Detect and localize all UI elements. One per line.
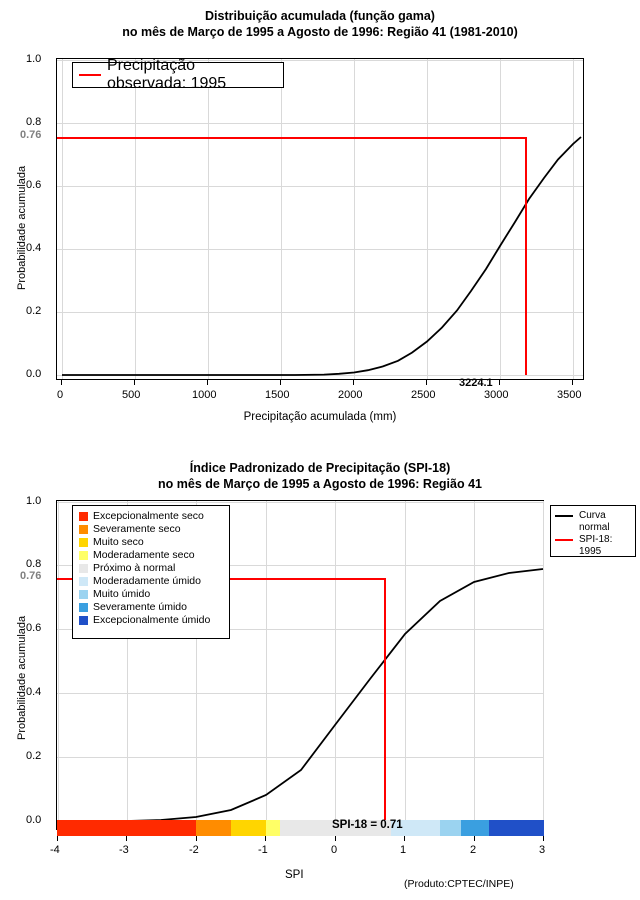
top-xtick-3: 1500	[265, 389, 290, 401]
bottom-ytick-2: 0.4	[26, 686, 42, 698]
colorbar-segment-severamente-umido	[461, 820, 489, 836]
bottom-xtick-mark	[335, 836, 336, 841]
top-marker-vertical-line	[525, 137, 527, 375]
colorbar-segment-muito-umido	[440, 820, 461, 836]
legend-item	[79, 614, 223, 627]
gamma-cdf-curve	[57, 59, 585, 381]
bottom-ytick-4: 0.8	[26, 558, 42, 570]
legend-label: Excepcionalmente úmido	[93, 614, 211, 626]
normal-curve-legend-label-line2: normal	[579, 522, 610, 533]
bottom-xtick-mark	[474, 836, 475, 841]
observed-precip-legend-line	[79, 74, 101, 76]
bottom-xtick-3: -1	[258, 844, 268, 856]
legend-item	[79, 536, 223, 549]
legend-item	[79, 575, 223, 588]
legend-label: Próximo à normal	[93, 562, 176, 574]
colorbar-segment-moderadamente-seco	[266, 820, 280, 836]
top-ytick-1: 0.2	[26, 305, 42, 317]
bottom-xtick-7: 3	[539, 844, 546, 856]
colorbar-segment-excepcionalmente-seco	[57, 820, 196, 836]
legend-item	[555, 534, 631, 558]
bottom-chart-title-line1: Índice Padronizado de Precipitação (SPI-18)	[189, 461, 451, 475]
legend-label: Moderadamente seco	[93, 549, 195, 561]
top-marker-x-label: 3224.1	[459, 377, 493, 389]
bottom-xtick-1: -3	[119, 844, 129, 856]
swatch-excepcionalmente-seco	[79, 512, 88, 521]
spi-colorbar	[57, 820, 544, 836]
legend-label: Muito úmido	[93, 588, 151, 600]
top-ytick-3: 0.6	[26, 179, 42, 191]
colorbar-segment-severamente-seco	[196, 820, 231, 836]
swatch-moderadamente-umido	[79, 577, 88, 586]
bottom-y-axis-label: Probabilidade acumulada	[16, 615, 28, 740]
bottom-xtick-6: 2	[470, 844, 477, 856]
spi-series-legend-label: SPI-18: 1995	[579, 534, 613, 557]
normal-curve-legend-line	[555, 515, 573, 517]
swatch-muito-umido	[79, 590, 88, 599]
bottom-marker-y-label: 0.76	[20, 570, 42, 582]
colorbar-segment-muito-seco	[231, 820, 266, 836]
colorbar-segment-excepcionalmente-umido	[489, 820, 544, 836]
swatch-severamente-umido	[79, 603, 88, 612]
bottom-xtick-mark	[404, 836, 405, 841]
legend-item	[79, 601, 223, 614]
top-chart-title-line2: no mês de Março de 1995 a Agosto de 1996: Região 41 (1981-2010)	[122, 25, 518, 39]
top-y-axis-label: Probabilidade acumulada	[16, 165, 28, 290]
bottom-xtick-mark	[543, 836, 544, 841]
top-plot-area	[56, 58, 584, 380]
legend-item	[79, 523, 223, 536]
top-xtick-7: 3500	[557, 389, 582, 401]
bottom-xtick-mark	[57, 836, 58, 841]
top-chart-title	[0, 8, 640, 40]
normal-curve-legend-label-line1: Curva	[579, 510, 606, 521]
legend-label: Excepcionalmente seco	[93, 510, 204, 522]
top-xtick-mark	[134, 380, 135, 385]
legend-label: Severamente seco	[93, 523, 181, 535]
top-xtick-mark	[353, 380, 354, 385]
top-ytick-2: 0.4	[26, 242, 42, 254]
top-chart-title-line1: Distribuição acumulada (função gama)	[205, 9, 435, 23]
legend-item	[79, 510, 223, 523]
bottom-ytick-1: 0.2	[26, 750, 42, 762]
swatch-proximo-a-normal	[79, 564, 88, 573]
top-xtick-0: 0	[57, 389, 64, 401]
top-xtick-1: 500	[122, 389, 141, 401]
top-legend	[72, 57, 284, 92]
top-ytick-4: 0.8	[26, 116, 42, 128]
bottom-curve-legend	[550, 505, 636, 557]
bottom-xtick-2: -2	[189, 844, 199, 856]
bottom-x-axis-label: SPI	[285, 869, 304, 881]
top-ytick-0: 0.0	[26, 368, 42, 380]
bottom-ytick-3: 0.6	[26, 622, 42, 634]
spi-series-legend-line	[555, 539, 573, 541]
top-xtick-mark	[572, 380, 573, 385]
bottom-marker-vertical-line	[384, 578, 386, 821]
top-xtick-mark	[61, 380, 62, 385]
top-xtick-2: 1000	[192, 389, 217, 401]
swatch-muito-seco	[79, 538, 88, 547]
bottom-chart-title	[0, 460, 640, 492]
bottom-chart-title-line2: no mês de Março de 1995 a Agosto de 1996: Região 41	[158, 477, 482, 491]
bottom-xtick-mark	[126, 836, 127, 841]
legend-label: Severamente úmido	[93, 601, 187, 613]
legend-label: Muito seco	[93, 536, 144, 548]
legend-item	[79, 549, 223, 562]
top-marker-horizontal-line	[57, 137, 527, 139]
top-xtick-mark	[280, 380, 281, 385]
swatch-severamente-seco	[79, 525, 88, 534]
legend-label: Moderadamente úmido	[93, 575, 201, 587]
credit-label: (Produto:CPTEC/INPE)	[404, 878, 514, 890]
bottom-ytick-5: 1.0	[26, 495, 42, 507]
top-xtick-mark	[426, 380, 427, 385]
swatch-excepcionalmente-umido	[79, 616, 88, 625]
legend-item	[555, 510, 631, 534]
top-xtick-mark	[207, 380, 208, 385]
bottom-xtick-0: -4	[50, 844, 60, 856]
top-ytick-5: 1.0	[26, 53, 42, 65]
top-marker-y-label: 0.76	[20, 129, 42, 141]
spi-value-label: SPI-18 = 0.71	[332, 819, 403, 831]
top-xtick-4: 2000	[338, 389, 363, 401]
top-xtick-mark	[499, 380, 500, 385]
bottom-xtick-5: 1	[400, 844, 407, 856]
observed-precip-legend-label: Precipitação observada: 1995	[107, 57, 227, 92]
legend-item	[79, 562, 223, 575]
top-x-axis-label: Precipitação acumulada (mm)	[243, 411, 397, 423]
bottom-xtick-4: 0	[331, 844, 338, 856]
spi-class-legend	[72, 505, 230, 639]
top-xtick-5: 2500	[411, 389, 436, 401]
bottom-ytick-0: 0.0	[26, 814, 42, 826]
bottom-xtick-mark	[265, 836, 266, 841]
swatch-moderadamente-seco	[79, 551, 88, 560]
legend-item	[79, 588, 223, 601]
top-xtick-6: 3000	[484, 389, 509, 401]
bottom-xtick-mark	[196, 836, 197, 841]
